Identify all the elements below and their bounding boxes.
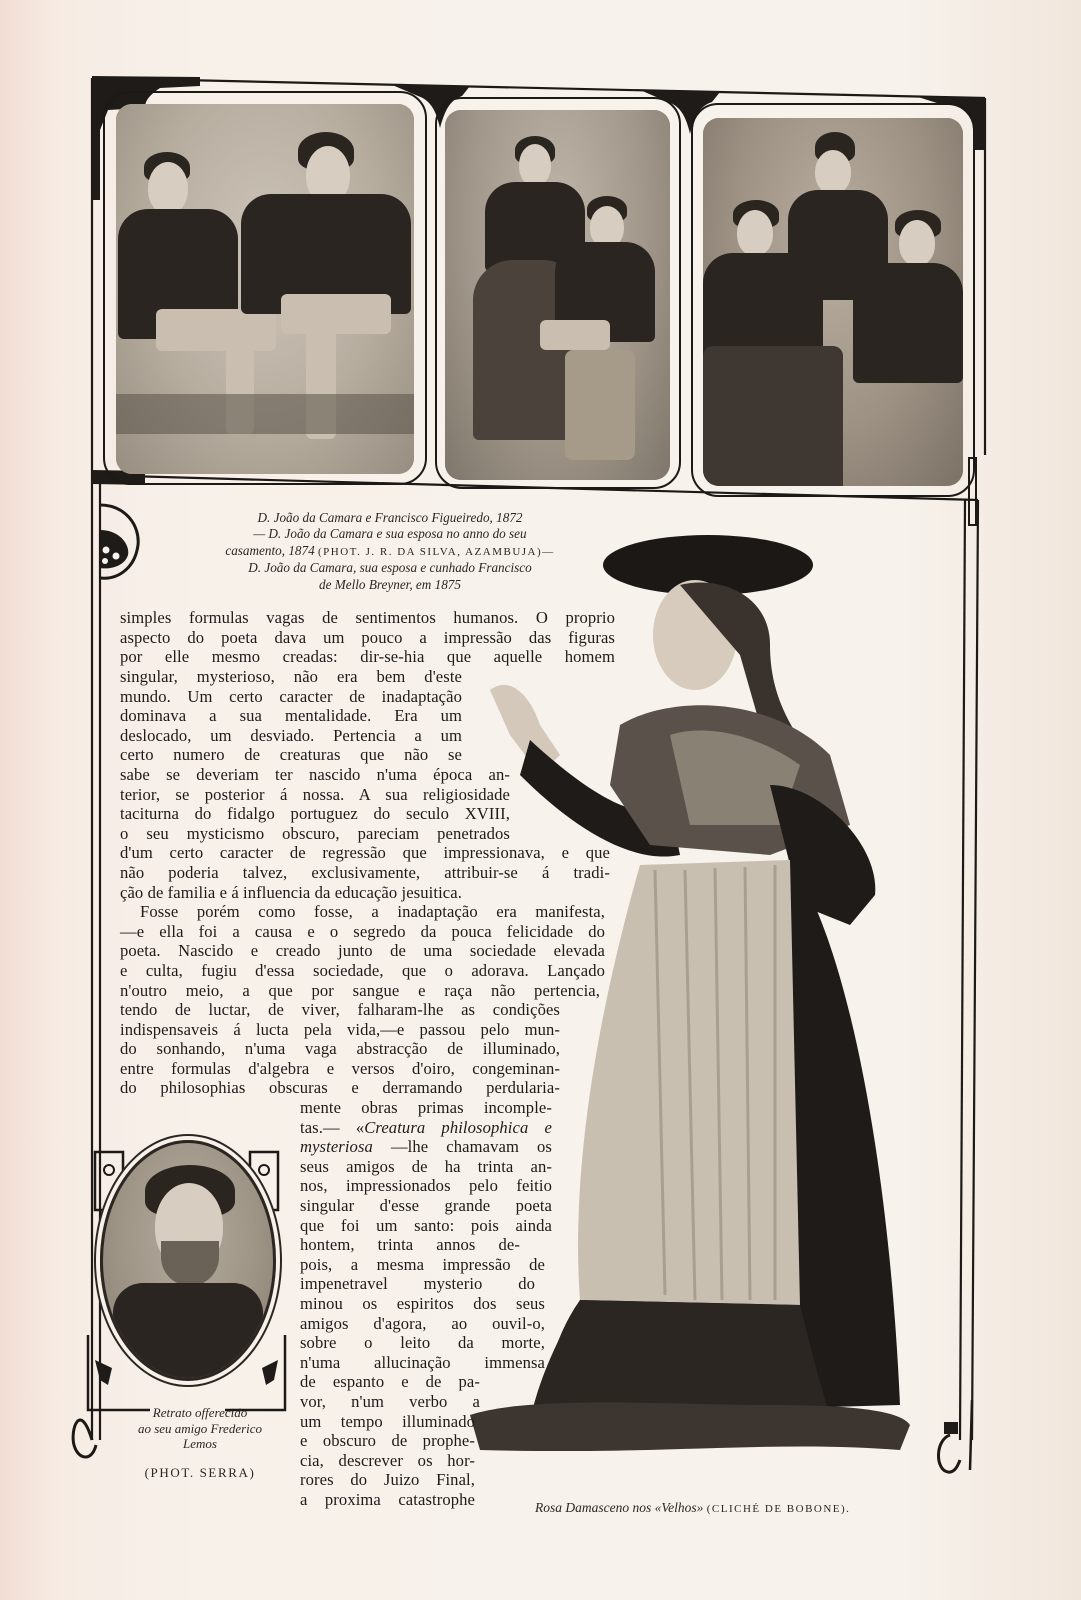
text-line: de espanto e de pa-	[300, 1372, 480, 1392]
quote-italic: mysteriosa	[300, 1137, 373, 1157]
text-line: singular d'esse grande poeta	[300, 1195, 552, 1215]
text-line: aspecto do poeta dava um pouco a impressão das figuras	[120, 627, 615, 647]
portrait-photo-credit: (PHOT. SERRA)	[144, 1465, 256, 1480]
text-line: nos, impressionados pelo feitio	[300, 1176, 552, 1196]
caption-line: de Mello Breyner, em 1875	[319, 576, 461, 592]
text-line: poeta. Nascido e creado junto de uma sociedade elevada	[120, 941, 605, 961]
text-line: n'outro meio, a que por sangue e raça não pertencia,	[120, 980, 600, 1000]
text-line: hontem, trinta annos de-	[300, 1235, 520, 1255]
text-line: Fosse porém como fosse, a inadaptação era manifesta,	[140, 902, 605, 922]
text-line: um tempo illuminado	[300, 1411, 475, 1431]
caption-line: D. João da Camara e Francisco Figueiredo, 1872	[257, 510, 523, 525]
text-line: do sonhando, n'uma vaga abstracção de illuminado,	[120, 1039, 560, 1059]
woman-photo-caption	[535, 1500, 935, 1516]
text-line: impenetravel mysterio do	[300, 1274, 535, 1294]
photo-credit: (PHOT. J. R. DA SILVA, AZAMBUJA)—	[318, 545, 555, 558]
caption-text: Rosa Damasceno nos «Velhos»	[535, 1500, 704, 1515]
photo-joao-camara-and-wife	[445, 110, 670, 480]
portrait-caption	[100, 1405, 300, 1452]
text-line: sobre o leito da morte,	[300, 1333, 545, 1353]
text-line: indispensaveis á lucta pela vida,—e passou pelo mun-	[120, 1019, 560, 1039]
text-line: que foi um santo: pois ainda	[300, 1215, 552, 1235]
text-line: ção de familia e á influencia da educação jesuitica.	[120, 882, 462, 902]
text-line: cia, descrever os hor-	[300, 1450, 475, 1470]
text-line: rores do Juizo Final,	[300, 1470, 475, 1490]
text-line: do philosophias obscuras e derramando perdularia-	[120, 1078, 560, 1098]
text-line: tendo de luctar, de viver, falharam-lhe as condições	[120, 1000, 560, 1020]
caption-line: Lemos	[183, 1436, 217, 1451]
text-fragment: tas.— «	[300, 1117, 365, 1137]
text-line: vor, n'um verbo a	[300, 1391, 480, 1411]
text-line: por elle mesmo creadas: dir-se-hia que aquelle homem	[120, 647, 615, 667]
text-line: o seu mysticismo obscuro, pareciam penetrados	[120, 823, 510, 843]
caption-line: ao seu amigo Frederico	[137, 1420, 263, 1436]
text-line: entre formulas d'algebra e versos d'oiro, congeminan-	[120, 1058, 560, 1078]
text-line: simples formulas vagas de sentimentos humanos. O proprio	[120, 608, 615, 627]
text-line: mundo. Um certo caracter de inadaptação	[120, 686, 462, 706]
article-text-narrow	[120, 667, 610, 1098]
text-line: minou os espiritos dos seus	[300, 1293, 545, 1313]
quote-italic: Creatura philosophica e	[364, 1117, 552, 1137]
text-line: mente obras primas incomple-	[300, 1098, 552, 1117]
text-line: pois, a mesma impressão de	[300, 1254, 545, 1274]
text-line: d'um certo caracter de regressão que impressionava, e que	[120, 843, 610, 863]
text-line: e obscuro de prophe-	[300, 1431, 475, 1451]
text-line: terior, se posterior á nossa. A sua religiosidade	[120, 784, 510, 804]
text-line: singular, mysterioso, não era bem d'este	[120, 667, 462, 686]
text-line: certo numero de creaturas que não se	[120, 745, 462, 765]
photo-credit: (CLICHÉ DE BOBONE).	[706, 1503, 851, 1515]
text-line: não poderia talvez, exclusivamente, attribuir-se á tradi-	[120, 862, 610, 882]
article-text-wide	[120, 608, 615, 667]
text-line: taciturna do fidalgo portuguez do seculo XVIII,	[120, 804, 510, 824]
text-line: seus amigos de ha trinta an-	[300, 1156, 552, 1176]
text-line: n'uma allucinação immensa	[300, 1352, 545, 1372]
caption-text: casamento, 1874	[225, 542, 315, 558]
text-line: sabe se deveriam ter nascido n'uma época an-	[120, 764, 510, 784]
article-text-column	[300, 1098, 552, 1509]
caption-line: — D. João da Camara e sua esposa no anno do seu	[253, 526, 527, 542]
portrait-photo	[100, 1140, 276, 1381]
text-line: mysteriosa —lhe chamavam os	[300, 1137, 552, 1157]
text-line: e culta, fugiu d'essa sociedade, que o adorava. Lançado	[120, 960, 605, 980]
text-line: amigos d'agora, ao ouvil-o,	[300, 1313, 545, 1333]
text-line: dominava a sua mentalidade. Era um	[120, 706, 462, 726]
photo-joao-camara-francisco-figueiredo	[116, 104, 414, 474]
photo-joao-camara-wife-brother-in-law	[703, 118, 963, 486]
caption-line: D. João da Camara, sua esposa e cunhado Francisco	[248, 560, 532, 576]
text-line: —e ella foi a causa e o segredo da pouca felicidade do	[120, 921, 605, 941]
text-line	[300, 1118, 552, 1138]
caption-line: Retrato offerecido	[152, 1405, 248, 1420]
text-line: a proxima catastrophe	[300, 1489, 475, 1509]
text-line: deslocado, um desviado. Pertencia a um	[120, 725, 462, 745]
